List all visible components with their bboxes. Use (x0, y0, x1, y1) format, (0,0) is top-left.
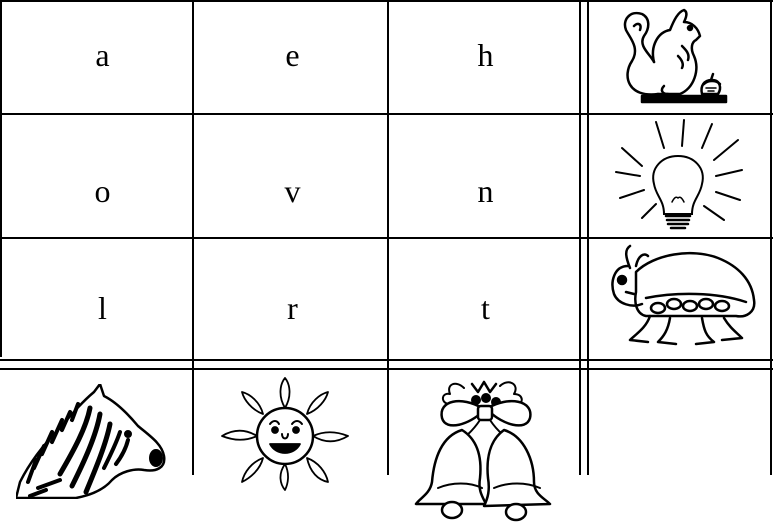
grid-line (0, 0, 2, 113)
grid-line (0, 115, 2, 237)
beetle-bug-icon (606, 242, 766, 354)
grid-line (0, 237, 773, 239)
christmas-bells-icon (412, 378, 557, 522)
grid-line (0, 239, 2, 357)
letter-cell: o (94, 173, 111, 209)
grid-line (0, 359, 773, 361)
letter-cell: n (477, 173, 494, 209)
letter-cell: e (285, 37, 300, 73)
letter-cell: h (477, 37, 494, 73)
letter-cell: a (95, 37, 110, 73)
letter-cell: v (284, 173, 301, 209)
squirrel-with-acorn-icon (620, 6, 730, 106)
grid-line (0, 113, 773, 115)
letter-cell: r (287, 290, 298, 326)
light-bulb-icon (612, 118, 747, 233)
smiling-sun-icon (218, 376, 353, 491)
letter-cell: l (98, 290, 107, 326)
grid-line (0, 368, 773, 370)
zebra-head-icon (16, 384, 166, 499)
grid-line (0, 0, 773, 2)
letter-cell: t (481, 290, 490, 326)
